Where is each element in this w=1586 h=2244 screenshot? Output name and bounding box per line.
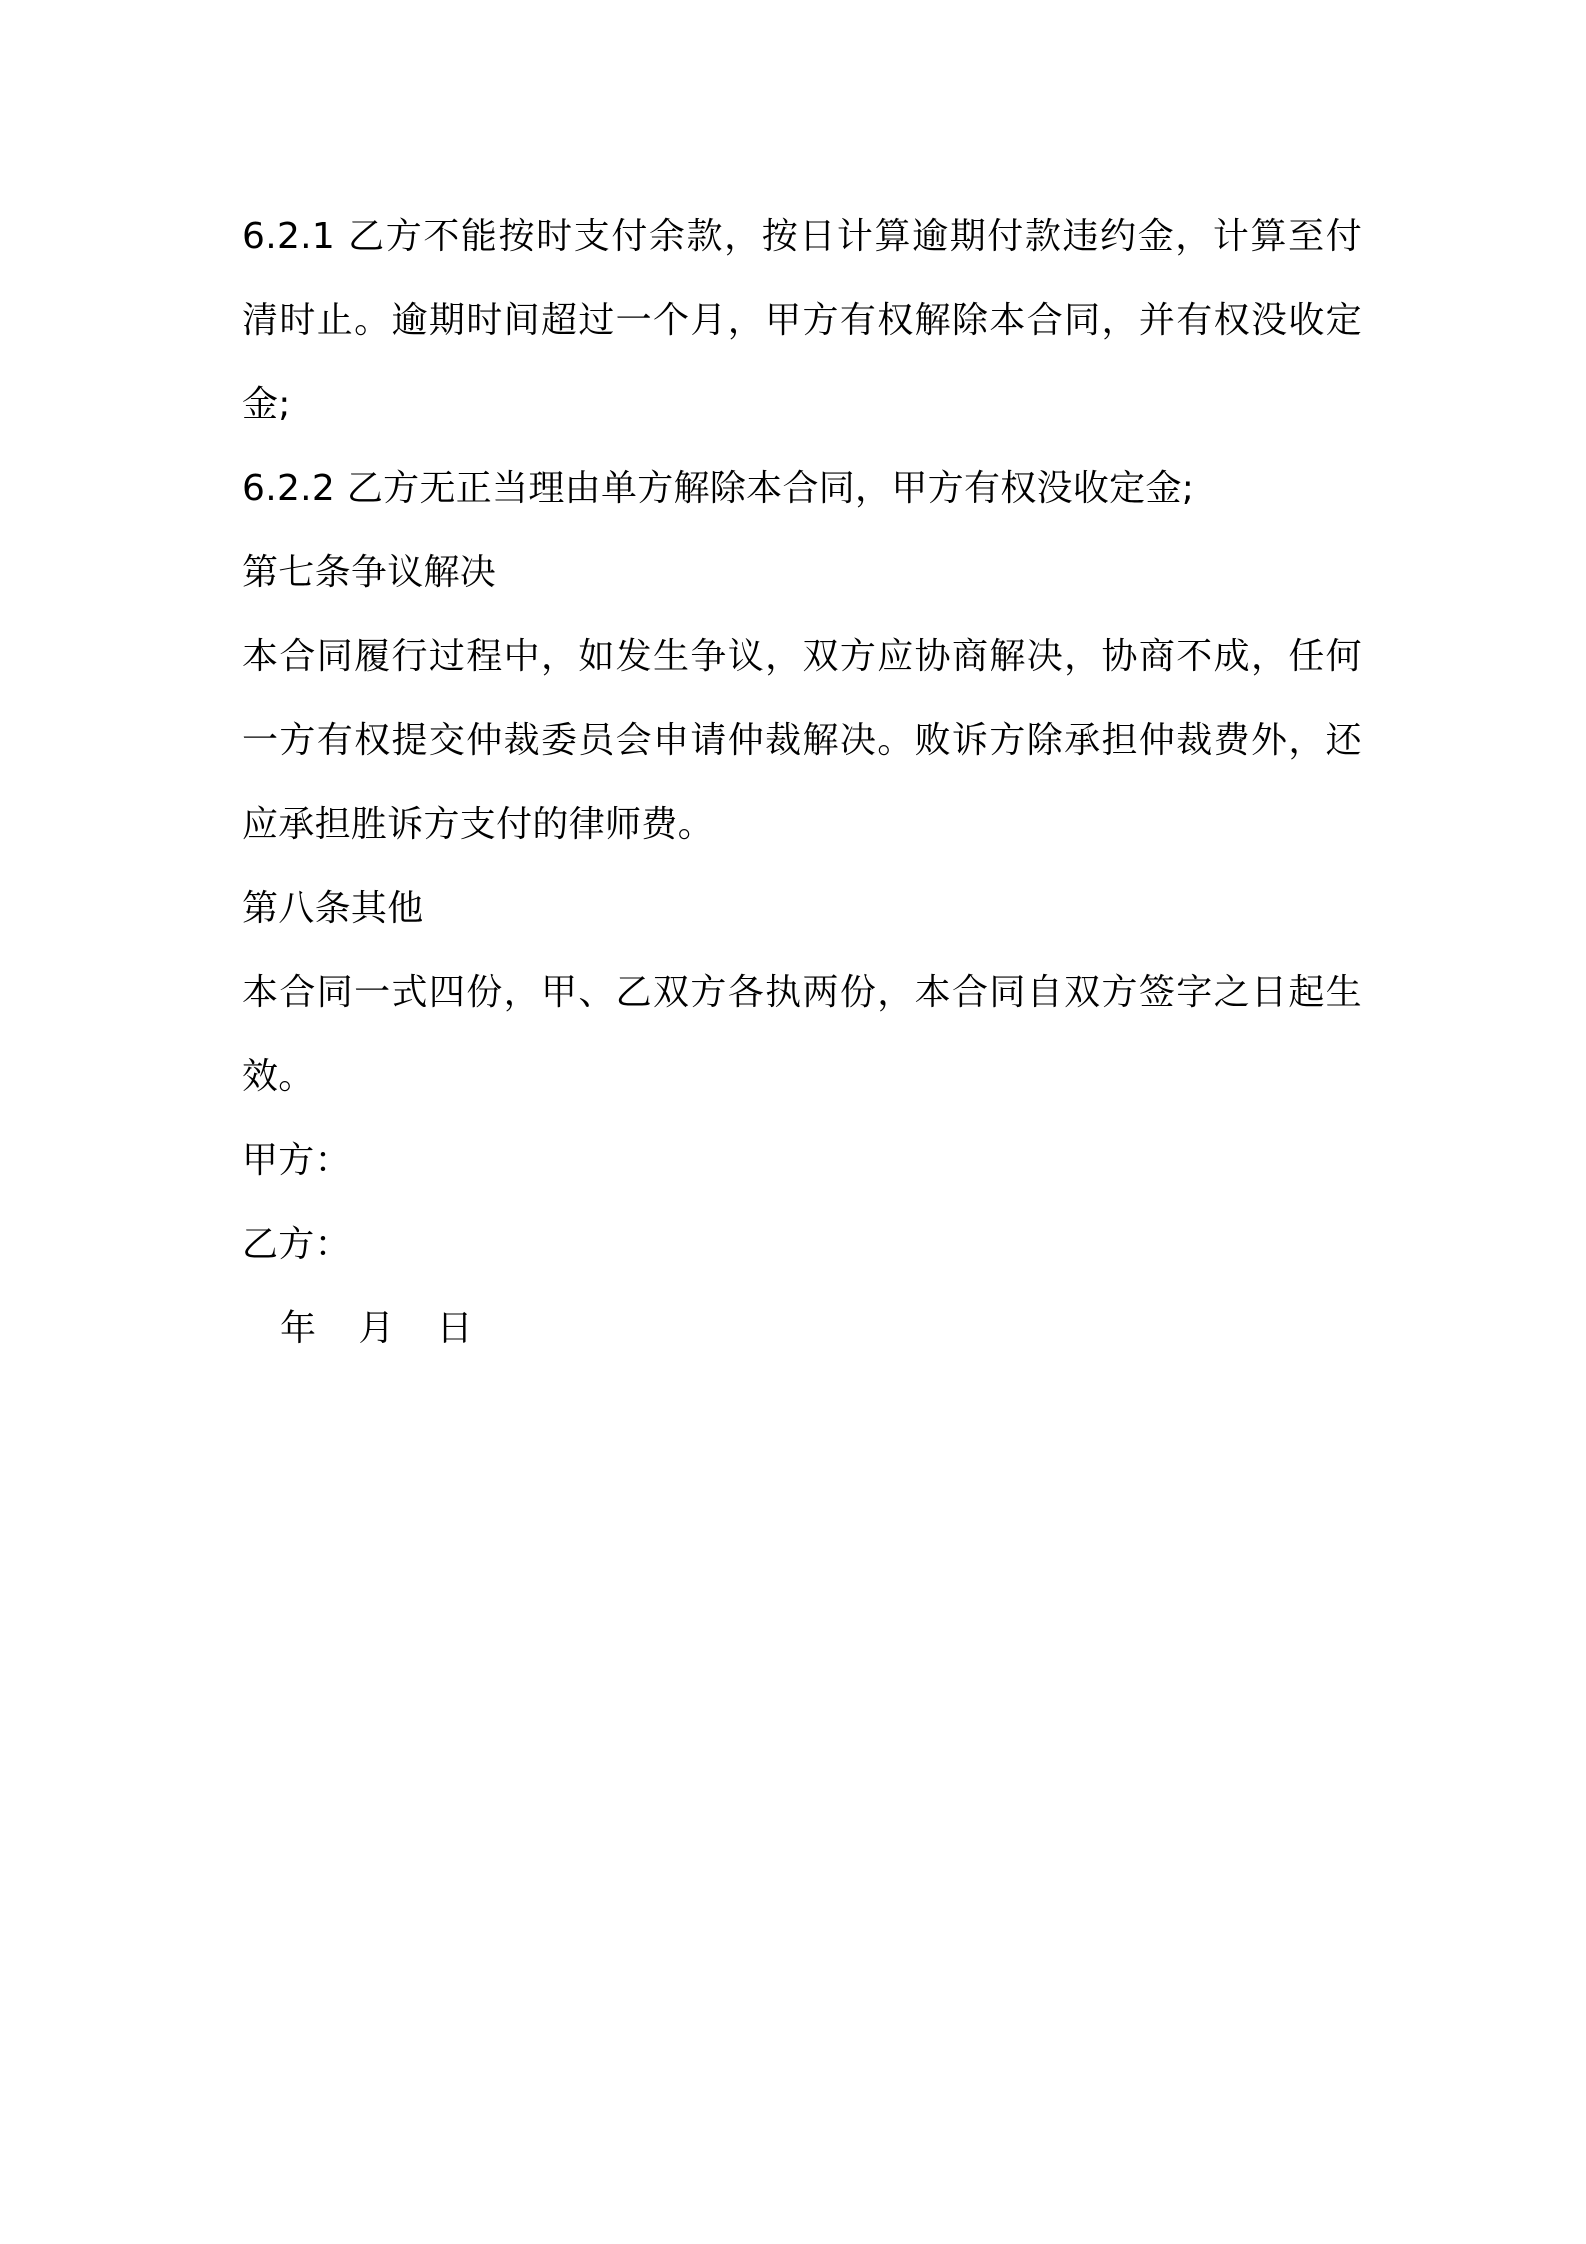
clause-6-2-2: 6.2.2 乙方无正当理由单方解除本合同，甲方有权没收定金; xyxy=(242,468,1195,509)
signing-date xyxy=(242,1287,1362,1371)
article-8-title: 第八条其他 xyxy=(242,888,424,929)
article-7-title: 第七条争议解决 xyxy=(242,552,497,593)
article-8-body: 本合同一式四份，甲、乙双方各执两份，本合同自双方签字之日起生效。 xyxy=(242,972,1362,1097)
party-a-signature-label: 甲方： xyxy=(242,1140,351,1181)
document-body xyxy=(242,195,1362,1371)
party-b-signature-label: 乙方： xyxy=(242,1224,351,1265)
date-year: 年 xyxy=(280,1308,317,1349)
date-month: 月 xyxy=(358,1308,395,1349)
date-day: 日 xyxy=(436,1308,473,1349)
article-7-body: 本合同履行过程中，如发生争议，双方应协商解决，协商不成，任何一方有权提交仲裁委员会申请仲裁解决。败诉方除承担仲裁费外，还应承担胜诉方支付的律师费。 xyxy=(242,636,1362,845)
clause-6-2-1: 6.2.1 乙方不能按时支付余款，按日计算逾期付款违约金，计算至付清时止。逾期时间超过一个月，甲方有权解除本合同，并有权没收定金; xyxy=(242,216,1362,425)
